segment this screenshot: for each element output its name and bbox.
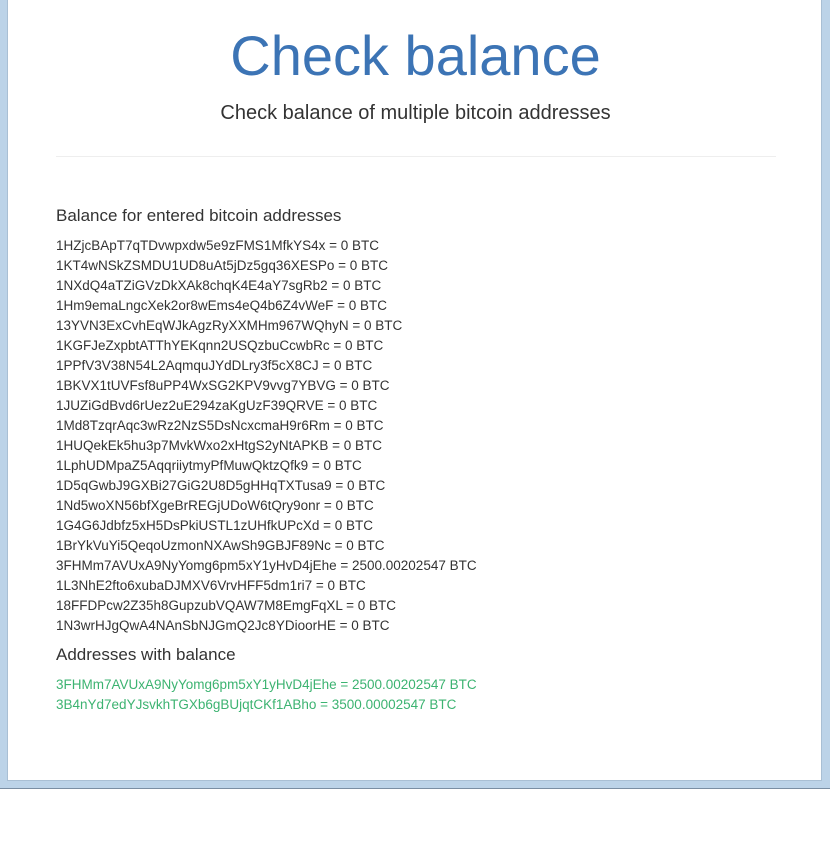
with-balance-item: 3FHMm7AVUxA9NyYomg6pm5xY1yHvD4jEhe = 2500.00202547 BTC	[56, 677, 477, 692]
address-balance-item: 1LphUDMpaZ5AqqriiytmyPfMuwQktzQfk9 = 0 BTC	[56, 458, 362, 473]
divider	[56, 156, 776, 157]
with-balance-item: 3B4nYd7edYJsvkhTGXb6gBUjqtCKf1ABho = 3500.00002547 BTC	[56, 697, 457, 712]
address-balance-item: 18FFDPcw2Z35h8GupzubVQAW7M8EmgFqXL = 0 BTC	[56, 598, 397, 613]
address-balance-item: 1Nd5woXN56bfXgeBrREGjUDoW6tQry9onr = 0 BTC	[56, 498, 374, 513]
page-title: Check balance	[230, 24, 601, 87]
address-balance-item: 1PPfV3V38N54L2AqmquJYdDLry3f5cX8CJ = 0 BTC	[56, 358, 373, 373]
address-balance-item: 1BrYkVuYi5QeqoUzmonNXAwSh9GBJF89Nc = 0 BTC	[56, 538, 385, 553]
address-balance-item: 1Md8TzqrAqc3wRz2NzS5DsNcxcmaH9r6Rm = 0 BTC	[56, 418, 384, 433]
address-balance-item: 1JUZiGdBvd6rUez2uE294zaKgUzF39QRVE = 0 BTC	[56, 398, 378, 413]
content-panel	[7, 0, 822, 781]
page-subtitle: Check balance of multiple bitcoin addresses	[220, 102, 611, 124]
address-balance-item: 1BKVX1tUVFsf8uPP4WxSG2KPV9vvg7YBVG = 0 BTC	[56, 378, 390, 393]
address-balance-list	[56, 236, 477, 636]
address-balance-item: 1KGFJeZxpbtATThYEKqnn2USQzbuCcwbRc = 0 BTC	[56, 338, 384, 353]
with-balance-list	[56, 675, 477, 715]
address-balance-item: 1Hm9emaLngcXek2or8wEms4eQ4b6Z4vWeF = 0 BTC	[56, 298, 388, 313]
address-balance-item: 1HUQekEk5hu3p7MvkWxo2xHtgS2yNtAPKB = 0 BTC	[56, 438, 383, 453]
address-balance-item: 1G4G6Jdbfz5xH5DsPkiUSTL1zUHfkUPcXd = 0 BTC	[56, 518, 373, 533]
address-balance-item: 1KT4wNSkZSMDU1UD8uAt5jDz5gq36XESPo = 0 BTC	[56, 258, 389, 273]
address-balance-item: 1NXdQ4aTZiGVzDkXAk8chqK4E4aY7sgRb2 = 0 BTC	[56, 278, 382, 293]
balance-section-heading: Balance for entered bitcoin addresses	[56, 206, 342, 225]
address-balance-item: 1HZjcBApT7qTDvwpxdw5e9zFMS1MfkYS4x = 0 BTC	[56, 238, 379, 253]
address-balance-item: 1L3NhE2fto6xubaDJMXV6VrvHFF5dm1ri7 = 0 BTC	[56, 578, 366, 593]
address-balance-item: 3FHMm7AVUxA9NyYomg6pm5xY1yHvD4jEhe = 2500.00202547 BTC	[56, 558, 477, 573]
address-balance-item: 13YVN3ExCvhEqWJkAgzRyXXMHm967WQhyN = 0 BTC	[56, 318, 403, 333]
with-balance-section-heading: Addresses with balance	[56, 645, 236, 664]
address-balance-item: 1D5qGwbJ9GXBi27GiG2U8D5gHHqTXTusa9 = 0 BTC	[56, 478, 386, 493]
address-balance-item: 1N3wrHJgQwA4NAnSbNJGmQ2Jc8YDioorHE = 0 BTC	[56, 618, 390, 633]
